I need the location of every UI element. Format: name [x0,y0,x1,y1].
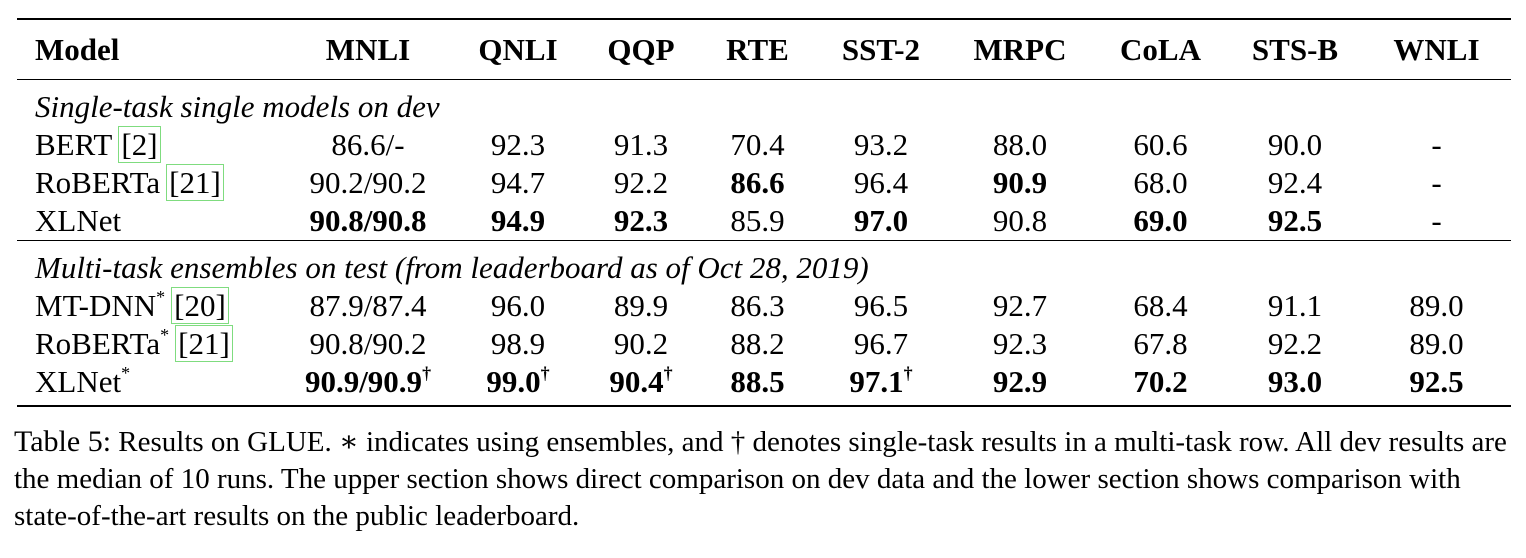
citation-link[interactable]: [2] [118,126,160,163]
value-cell: 90.2 [613,326,669,361]
header-model: Model [35,31,120,67]
value-cell-best: 97.0 [853,203,909,238]
value-cell: 92.7 [992,288,1048,323]
ensemble-marker: * [160,324,170,345]
value-text: 97.1 [849,364,904,399]
header-qqp: QQP [607,31,675,67]
model-name: RoBERTa [35,165,161,200]
model-name: BERT [35,127,113,162]
value-cell: 89.9 [613,288,669,323]
table-row [17,325,1511,363]
header-mrpc: MRPC [973,31,1067,67]
value-cell: 85.9 [730,203,785,238]
value-cell: 86.6/- [331,127,405,162]
single-task-marker: † [540,362,550,383]
model-cell [17,202,282,241]
model-cell [17,363,282,406]
value-cell-best [282,363,454,406]
model-name: MT-DNN [35,288,157,323]
citation-link[interactable]: [21] [175,325,233,362]
value-cell: 92.2 [1267,326,1323,361]
value-cell-best: 92.5 [1409,364,1464,399]
value-cell: - [1431,203,1442,238]
value-cell: 86.3 [730,288,785,323]
glue-results-table [17,18,1511,407]
value-cell-best: 92.9 [992,364,1048,399]
value-cell-best: 69.0 [1133,203,1188,238]
value-cell: 96.7 [853,326,909,361]
value-cell: 92.3 [992,326,1048,361]
header-cola: CoLA [1120,31,1201,67]
model-name: XLNet [35,203,122,238]
header-sst2: SST-2 [841,31,921,67]
citation-link[interactable]: [21] [166,164,224,201]
value-cell: 92.3 [490,127,546,162]
value-cell: - [1431,127,1442,162]
caption-text: Results on GLUE. ∗ indicates using ensembles, and † denotes single-task results in a multi-task row. All dev results are the median of 10 runs. The upper section shows direct comparison on dev data and the lower section shows comparison with state-of-the-art results on the public leaderboard. [14,426,1507,532]
value-text: 90.9/90.9 [304,364,423,399]
value-cell-best: 88.5 [730,364,785,399]
value-cell: 70.4 [730,127,785,162]
table-row [17,126,1511,164]
value-cell-best: 92.5 [1267,203,1323,238]
model-cell [17,126,282,164]
single-task-marker: † [903,362,913,383]
value-cell: 91.3 [613,127,669,162]
value-cell-best: 94.9 [490,203,546,238]
value-cell: 89.0 [1409,288,1464,323]
value-cell: 96.5 [853,288,909,323]
model-cell [17,164,282,202]
value-cell: 87.9/87.4 [309,288,427,323]
value-cell: 94.7 [490,165,546,200]
value-cell-best: 90.8/90.8 [309,203,427,238]
model-name: XLNet [35,364,122,399]
value-cell: 60.6 [1133,127,1188,162]
value-cell-best: 86.6 [730,165,785,200]
table-row [17,363,1511,406]
value-cell: 88.0 [992,127,1048,162]
value-cell: 92.2 [613,165,669,200]
value-cell: 88.2 [730,326,785,361]
ensemble-marker: * [156,286,166,307]
value-cell: 96.4 [853,165,909,200]
header-mnli: MNLI [325,31,411,67]
section-title-single-task: Single-task single models on dev [35,89,440,124]
model-cell [17,287,282,325]
ensemble-marker: * [121,362,131,383]
value-cell: 67.8 [1133,326,1188,361]
citation-link[interactable]: [20] [171,287,229,324]
section-row-multi-task [17,241,1511,288]
section-title-multi-task: Multi-task ensembles on test (from leaderboard as of Oct 28, 2019) [35,250,869,285]
table-row [17,164,1511,202]
header-stsb: STS-B [1251,31,1339,67]
value-cell-best: 93.0 [1267,364,1323,399]
value-cell-best: 90.9 [992,165,1048,200]
value-cell-best: 70.2 [1133,364,1188,399]
table-row [17,287,1511,325]
value-cell-best [815,363,947,406]
value-cell: 90.8/90.2 [309,326,427,361]
value-cell-best: 92.3 [613,203,669,238]
results-table-container [17,18,1511,407]
model-cell [17,325,282,363]
value-text: 90.4 [609,364,664,399]
section-row-single-task [17,80,1511,127]
value-cell: 90.0 [1267,127,1323,162]
value-cell: - [1431,165,1442,200]
value-cell-best [454,363,582,406]
value-cell: 90.8 [992,203,1048,238]
header-rte: RTE [726,31,789,67]
model-name: RoBERTa [35,326,161,361]
header-row [17,19,1511,80]
value-cell: 89.0 [1409,326,1464,361]
value-cell: 90.2/90.2 [309,165,427,200]
value-cell: 92.4 [1267,165,1323,200]
table-caption [14,423,1514,535]
value-cell: 98.9 [490,326,546,361]
value-cell: 91.1 [1267,288,1323,323]
table-row [17,202,1511,241]
value-cell-best [582,363,700,406]
caption-label: Table 5: [14,425,112,458]
value-text: 99.0 [486,364,541,399]
value-cell: 93.2 [853,127,909,162]
single-task-marker: † [422,362,432,383]
value-cell: 68.4 [1133,288,1188,323]
value-cell: 68.0 [1133,165,1188,200]
value-cell: 96.0 [490,288,546,323]
single-task-marker: † [663,362,673,383]
header-wnli: WNLI [1393,31,1480,67]
header-qnli: QNLI [478,31,558,67]
